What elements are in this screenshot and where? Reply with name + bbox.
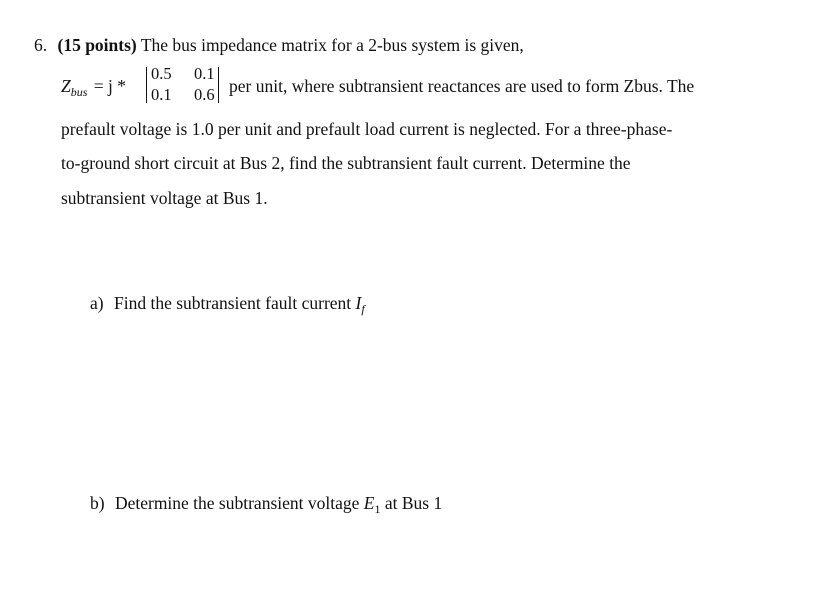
equals-j: = j * xyxy=(93,76,127,96)
question-points: (15 points) xyxy=(57,35,137,55)
equation-continuation: per unit, where subtransient reactances are used to form Zbus. The xyxy=(229,76,695,96)
part-a-text: Find the subtransient fault current xyxy=(113,293,352,313)
question-number: 6. xyxy=(34,35,48,55)
question-intro: The bus impedance matrix for a 2-bus system is given, xyxy=(140,35,524,55)
matrix-cell-22: 0.6 xyxy=(194,85,215,104)
matrix-cell-21: 0.1 xyxy=(151,85,172,104)
matrix-cell-12: 0.1 xyxy=(194,64,215,83)
part-a xyxy=(90,293,365,319)
matrix-right-bar xyxy=(218,67,219,103)
part-b xyxy=(90,493,442,519)
part-a-label: a) xyxy=(90,293,104,313)
part-b-symbol-sub: 1 xyxy=(374,502,381,516)
question-header xyxy=(34,35,524,55)
zbus-label xyxy=(61,76,126,102)
part-b-label: b) xyxy=(90,493,105,513)
part-b-text: Determine the subtransient voltage xyxy=(114,493,360,513)
question-line-3: subtransient voltage at Bus 1. xyxy=(61,188,268,208)
part-b-symbol: E xyxy=(363,493,375,513)
z-symbol: Z xyxy=(61,76,71,96)
matrix-left-bar xyxy=(146,67,147,103)
question-line-1: prefault voltage is 1.0 per unit and prefault load current is neglected. For a three-phase- xyxy=(61,119,673,139)
matrix-cell-11: 0.5 xyxy=(151,64,172,83)
part-b-trailing: at Bus 1 xyxy=(384,493,443,513)
impedance-matrix xyxy=(143,64,223,106)
part-a-symbol-sub: f xyxy=(361,302,365,316)
z-subscript: bus xyxy=(70,85,88,99)
part-a-symbol: I xyxy=(355,293,362,313)
question-line-2: to-ground short circuit at Bus 2, find the subtransient fault current. Determine the xyxy=(61,153,631,173)
